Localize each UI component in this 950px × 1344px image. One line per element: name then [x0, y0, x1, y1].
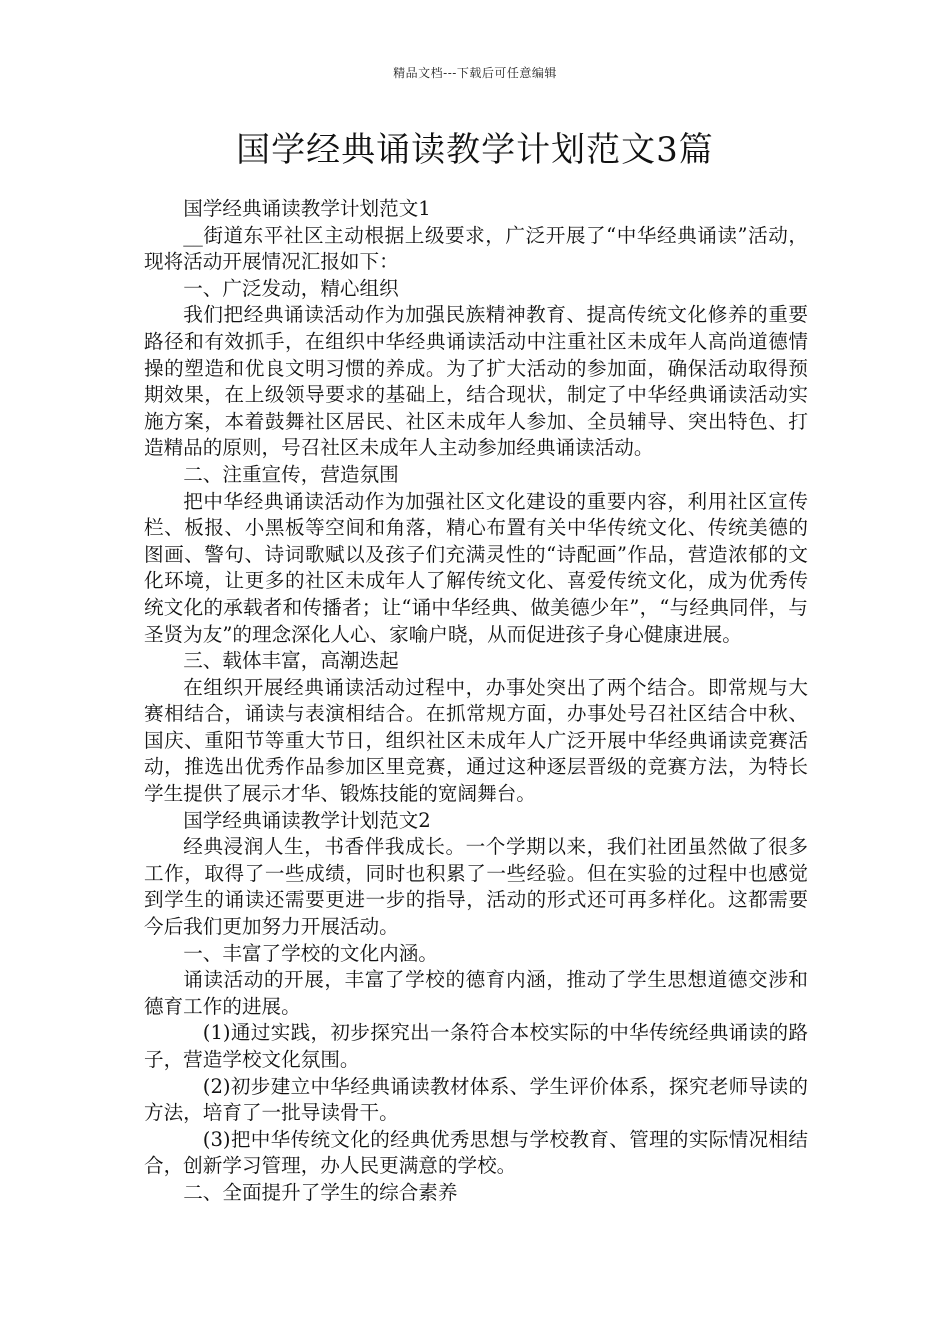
subheading: 二、注重宣传，营造氛围 — [183, 462, 399, 486]
section-heading: 国学经典诵读教学计划范文2 — [183, 808, 431, 832]
list-item: (3)把中华传统文化的经典优秀思想与学校教育、管理的实际情况相结合，创新学习管理，办人民更满意的学校。 — [144, 1127, 808, 1178]
list-item: (2)初步建立中华经典诵读教材体系、学生评价体系，探究老师导读的方法，培育了一批导读骨干。 — [144, 1074, 808, 1125]
paragraph: __街道东平社区主动根据上级要求，广泛开展了“中华经典诵读”活动，现将活动开展情况汇报如下： — [144, 223, 808, 274]
section-heading: 国学经典诵读教学计划范文1 — [183, 197, 431, 220]
paragraph: 在组织开展经典诵读活动过程中，办事处突出了两个结合。即常规与大赛相结合，诵读与表演相结合。在抓常规方面，办事处号召社区结合中秋、国庆、重阳节等重大节日，组织社区未成年人广泛开展中华经典诵读竞赛活动，推选出优秀作品参加区里竞赛，通过这种逐层晋级的竞赛方法，为特长学生提供了展示才华、锻炼技能的宽阔舞台。 — [144, 675, 808, 806]
subheading: 二、全面提升了学生的综合素养 — [183, 1180, 458, 1204]
document-body — [144, 196, 808, 1207]
list-item: (1)通过实践，初步探究出一条符合本校实际的中华传统经典诵读的路子，营造学校文化氛围。 — [144, 1021, 808, 1071]
paragraph: 诵读活动的开展，丰富了学校的德育内涵，推动了学生思想道德交涉和德育工作的进展。 — [144, 968, 808, 1018]
document-title: 国学经典诵读教学计划范文3篇 — [236, 130, 714, 170]
paragraph: 把中华经典诵读活动作为加强社区文化建设的重要内容，利用社区宣传栏、板报、小黑板等空间和角落，精心布置有关中华传统文化、传统美德的图画、警句、诗词歌赋以及孩子们充满灵性的“诗配画”作品，营造浓郁的文化环境，让更多的社区未成年人了解传统文化、喜爱传统文化，成为优秀传统文化的承载者和传播者；让“诵中华经典、做美德少年”，“与经典同伴，与圣贤为友”的理念深化人心、家喻户晓，从而促进孩子身心健康进展。 — [144, 489, 808, 646]
paragraph: 经典浸润人生，书香伴我成长。一个学期以来，我们社团虽然做了很多工作，取得了一些成绩，同时也积累了一些经验。但在实验的过程中也感觉到学生的诵读还需要更进一步的指导，活动的形式还可再多样化。这都需要今后我们更加努力开展活动。 — [144, 835, 808, 939]
subheading: 三、载体丰富，高潮迭起 — [183, 649, 399, 673]
subheading: 一、广泛发动，精心组织 — [183, 276, 399, 300]
subheading: 一、丰富了学校的文化内涵。 — [183, 941, 438, 965]
header-note: 精品文档---下载后可任意编辑 — [393, 66, 557, 80]
paragraph: 我们把经典诵读活动作为加强民族精神教育、提高传统文化修养的重要路径和有效抓手，在组织中华经典诵读活动中注重社区未成年人高尚道德情操的塑造和优良文明习惯的养成。为了扩大活动的参加面，确保活动取得预期效果，在上级领导要求的基础上，结合现状，制定了中华经典诵读活动实施方案，本着鼓舞社区居民、社区未成年人参加、全员辅导、突出特色、打造精品的原则，号召社区未成年人主动参加经典诵读活动。 — [144, 303, 808, 460]
